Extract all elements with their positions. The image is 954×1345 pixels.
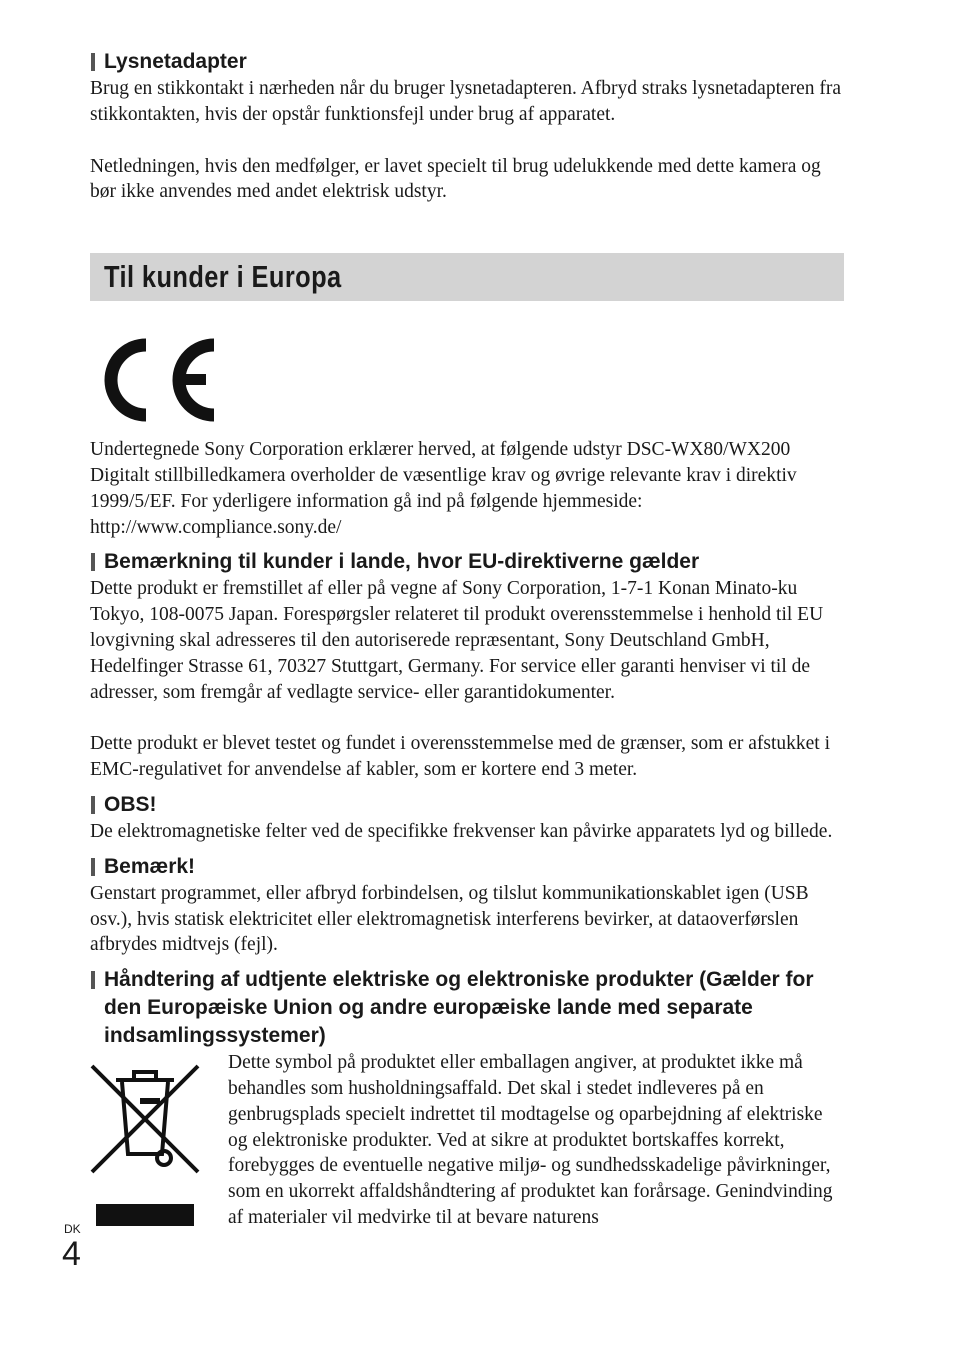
paragraph: Netledningen, hvis den medfølger, er lavet specielt til brug udelukkende med dette kamera og bør ikke anvendes med andet elektrisk udstyr.	[90, 155, 821, 203]
heading-marker	[91, 553, 95, 571]
paragraph: Genstart programmet, eller afbryd forbindelsen, og tilslut kommunikationskablet igen (USB osv.), hvis statisk elektricitet eller elektromagnetisk interferens bevirker, at dataoverførslen afbrydes midtvejs (fejl).	[90, 882, 809, 956]
declaration-text: Undertegnede Sony Corporation erklærer herved, at følgende udstyr DSC-WX80/WX200 Digitalt stillbilledkamera overholder de væsentlige krav og øvrige relevante krav i direktiv 1999/5/EF. For yderligere information gå ind på følgende hjemmeside: http://www.compliance.sony.de/	[90, 439, 797, 538]
page-number: 4	[62, 1235, 81, 1273]
section-heading-lysnetadapter: Lysnetadapter	[90, 48, 842, 76]
heading-marker	[91, 53, 95, 71]
section-heading-eu-directives: Bemærkning til kunder i lande, hvor EU-direktiverne gælder	[90, 548, 842, 576]
weee-paragraph: Dette symbol på produktet eller emballagen angiver, at produktet ikke må behandles som husholdningsaffald. Det skal i stedet indleveres på en genbrugsplads specielt indrettet til modtagelse og oparbejdning af elektriske og elektroniske produkter. Ved at sikre at produktet bortskaffes korrekt, forebygges de eventuelle negative miljø- og sundhedsskadelige påvirkninger, som en ukorrekt affaldshåndtering af produktet kan forårsage. Genindvinding af materialer vil medvirke til at bevare naturens	[228, 1052, 833, 1228]
crossed-out-wheelie-bin-icon	[90, 1058, 200, 1226]
weee-section	[90, 1050, 842, 1231]
paragraph: Dette produkt er fremstillet af eller på vegne af Sony Corporation, 1-7-1 Konan Minato-ku Tokyo, 108-0075 Japan. Forespørgsler relateret til produkt overensstemmelse i henhold til EU lovgivning skal adresseres til den autoriserede repræsentant, Sony Deutschland GmbH, Hedelfinger Strasse 61, 70327 Stuttgart, Germany. For service eller garanti henviser vi til de adresser, som fremgår af vedlagte service- eller garantidokumenter.	[90, 578, 824, 703]
banner-title: Til kunder i Europa	[104, 259, 342, 295]
ce-mark-icon	[96, 337, 216, 423]
paragraph: De elektromagnetiske felter ved de specifikke frekvenser kan påvirke apparatets lyd og billede.	[90, 820, 833, 842]
heading-marker	[91, 858, 95, 876]
section-heading-bemaerk: Bemærk!	[90, 853, 842, 881]
section-heading-weee: Håndtering af udtjente elektriske og elektroniske produkter (Gælder for den Europæiske Union og andre europæiske lande med separate indsamlingssystemer)	[90, 966, 842, 1050]
heading-marker	[91, 796, 95, 814]
paragraph: Brug en stikkontakt i nærheden når du bruger lysnetadapteren. Afbryd straks lysnetadapteren fra stikkontakten, hvis der opstår funktionsfejl under brug af apparatet.	[90, 78, 842, 125]
heading-marker	[91, 971, 95, 989]
paragraph: Dette produkt er blevet testet og fundet i overensstemmelse med de grænser, som er afstukket i EMC-regulativet for anvendelse af kabler, som er kortere end 3 meter.	[90, 733, 831, 781]
document-page	[90, 48, 842, 1231]
language-code: DK	[64, 1222, 81, 1236]
section-heading-obs: OBS!	[90, 791, 842, 819]
section-banner	[90, 253, 844, 301]
